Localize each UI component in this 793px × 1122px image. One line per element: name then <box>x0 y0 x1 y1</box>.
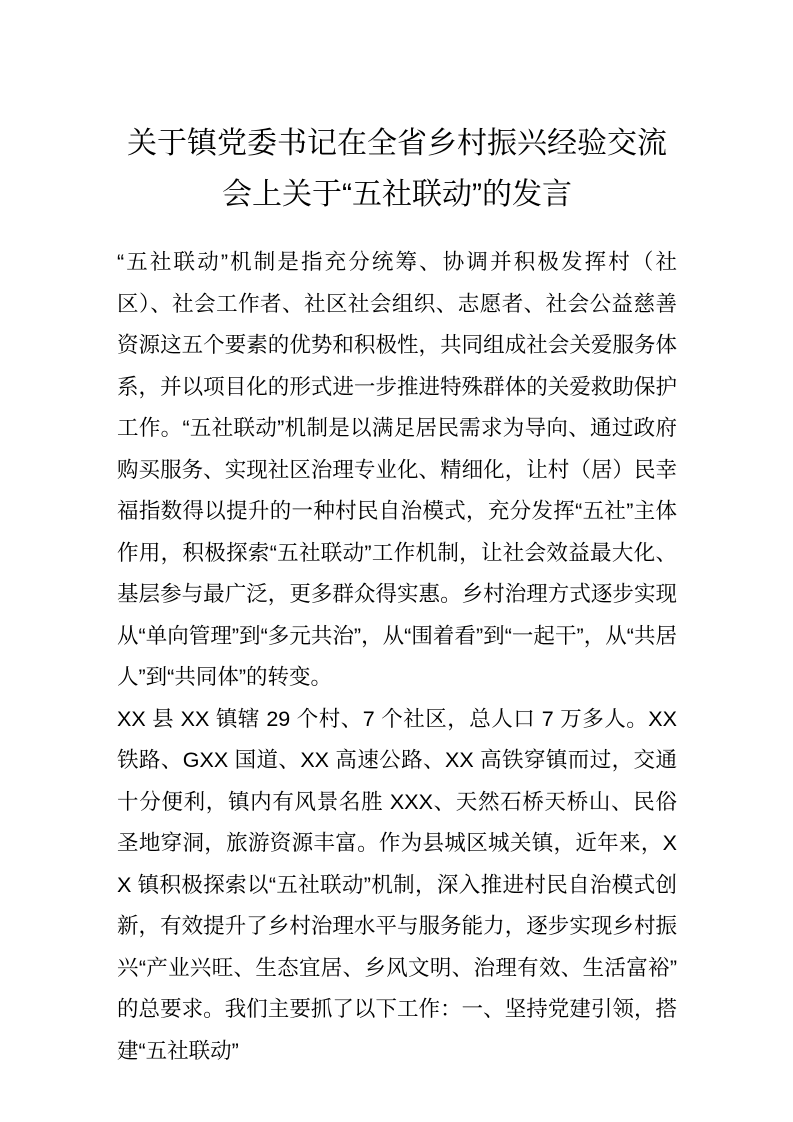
paragraph: XX 县 XX 镇辖 29 个村、7 个社区，总人口 7 万多人。XX 铁路、GXX 国道、XX 高速公路、XX 高铁穿镇而过，交通十分便利，镇内有风景名胜 XXX、天然石桥天桥山、民俗圣地穿洞，旅游资源丰富。作为县城区城关镇，近年来，XX 镇积极探索以“五社联动”机制，深入推进村民自治模式创新，有效提升了乡村治理水平与服务能力，逐步实现乡村振兴“产业兴旺、生态宜居、乡风文明、治理有效、生活富裕”的总要求。我们主要抓了以下工作：一、坚持党建引领，搭建“五社联动” <box>117 706 677 1063</box>
document-body <box>117 242 677 1072</box>
paragraph: “五社联动”机制是指充分统筹、协调并积极发挥村（社区）、社会工作者、社区社会组织、志愿者、社会公益慈善资源这五个要素的优势和积极性，共同组成社会关爱服务体系，并以项目化的形式进一步推进特殊群体的关爱救助保护工作。“五社联动”机制是以满足居民需求为导向、通过政府购买服务、实现社区治理专业化、精细化，让村（居）民幸福指数得以提升的一种村民自治模式，充分发挥“五社”主体作用，积极探索“五社联动”工作机制，让社会效益最大化、基层参与最广泛，更多群众得实惠。乡村治理方式逐步实现从“单向管理”到“多元共治”，从“围着看”到“一起干”，从“共居人”到“共同体”的转变。 <box>117 250 677 689</box>
document-title: 关于镇党委书记在全省乡村振兴经验交流会上关于“五社联动”的发言 <box>127 127 667 211</box>
